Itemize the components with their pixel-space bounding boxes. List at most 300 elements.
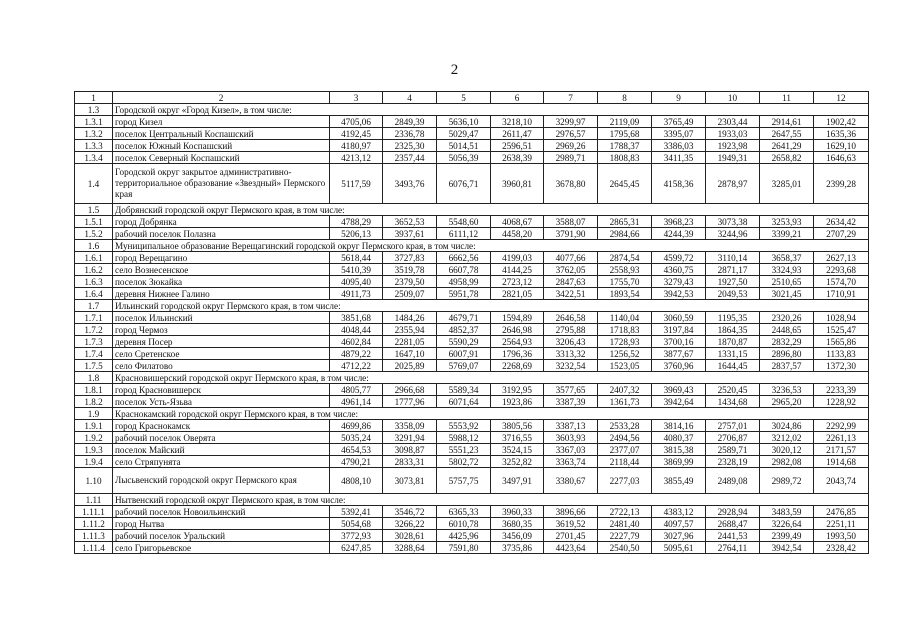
value-cell: 2627,13 (814, 252, 869, 264)
value-cell: 2989,71 (544, 152, 598, 164)
value-cell: 1864,35 (706, 324, 760, 336)
value-cell: 5117,59 (330, 164, 383, 204)
locality-name-cell: поселок Зюкайка (113, 276, 330, 288)
header-cell: 12 (814, 92, 869, 104)
value-cell: 3765,49 (652, 116, 706, 128)
value-cell: 2982,08 (760, 456, 814, 468)
header-cell: 10 (706, 92, 760, 104)
value-cell: 2658,82 (760, 152, 814, 164)
table-row (75, 116, 869, 128)
locality-name-cell: село Сретенское (113, 348, 330, 360)
value-cell: 3279,43 (652, 276, 706, 288)
value-cell: 4712,22 (330, 360, 383, 372)
locality-name-cell: село Григорьевское (113, 542, 330, 554)
value-cell: 2847,63 (544, 276, 598, 288)
header-cell: 6 (491, 92, 544, 104)
row-number-cell: 1.7.5 (75, 360, 113, 372)
value-cell: 4879,22 (330, 348, 383, 360)
value-cell: 2049,53 (706, 288, 760, 300)
value-cell: 3942,64 (652, 396, 706, 408)
value-cell: 3387,13 (544, 420, 598, 432)
value-cell: 1228,92 (814, 396, 869, 408)
value-cell: 4068,67 (491, 216, 544, 228)
value-cell: 4144,25 (491, 264, 544, 276)
table-row (75, 530, 869, 542)
value-cell: 2641,29 (760, 140, 814, 152)
row-number-cell: 1.11.4 (75, 542, 113, 554)
value-cell: 6071,64 (437, 396, 491, 408)
table-row (75, 164, 869, 204)
value-cell: 6010,78 (437, 518, 491, 530)
value-cell: 2025,89 (383, 360, 437, 372)
value-cell: 4788,29 (330, 216, 383, 228)
value-cell: 3313,32 (544, 348, 598, 360)
value-cell: 2325,30 (383, 140, 437, 152)
value-cell: 4048,44 (330, 324, 383, 336)
row-number-cell: 1.7.1 (75, 312, 113, 324)
section-row (75, 300, 869, 312)
table-row (75, 542, 869, 554)
value-cell: 3855,49 (652, 468, 706, 494)
value-cell: 2328,42 (814, 542, 869, 554)
value-cell: 2596,51 (491, 140, 544, 152)
value-cell: 3363,74 (544, 456, 598, 468)
value-cell: 2336,78 (383, 128, 437, 140)
table-row (75, 456, 869, 468)
value-cell: 3969,43 (652, 384, 706, 396)
value-cell: 3716,55 (491, 432, 544, 444)
header-cell: 11 (760, 92, 814, 104)
value-cell: 4095,40 (330, 276, 383, 288)
value-cell: 4852,37 (437, 324, 491, 336)
table-row (75, 276, 869, 288)
value-cell: 1755,70 (598, 276, 652, 288)
value-cell: 3218,10 (491, 116, 544, 128)
value-cell: 2357,44 (383, 152, 437, 164)
value-cell: 2292,99 (814, 420, 869, 432)
value-cell: 2564,93 (491, 336, 544, 348)
locality-name-cell: поселок Майский (113, 444, 330, 456)
locality-name-cell: поселок Южный Коспашский (113, 140, 330, 152)
value-cell: 2251,11 (814, 518, 869, 530)
value-cell: 6662,56 (437, 252, 491, 264)
value-cell: 2701,45 (544, 530, 598, 542)
header-cell: 4 (383, 92, 437, 104)
value-cell: 4599,72 (652, 252, 706, 264)
value-cell: 3896,66 (544, 506, 598, 518)
value-cell: 4244,39 (652, 228, 706, 240)
value-cell: 7591,80 (437, 542, 491, 554)
value-cell: 5551,23 (437, 444, 491, 456)
locality-name-cell: рабочий поселок Оверята (113, 432, 330, 444)
value-cell: 1728,93 (598, 336, 652, 348)
value-cell: 3206,43 (544, 336, 598, 348)
value-cell: 2441,53 (706, 530, 760, 542)
value-cell: 3367,03 (544, 444, 598, 456)
value-cell: 3291,94 (383, 432, 437, 444)
value-cell: 4360,75 (652, 264, 706, 276)
value-cell: 3232,54 (544, 360, 598, 372)
locality-name-cell: деревня Нижнее Галино (113, 288, 330, 300)
locality-name-cell: рабочий поселок Новоильинский (113, 506, 330, 518)
locality-name-cell: рабочий поселок Уральский (113, 530, 330, 542)
table-row (75, 420, 869, 432)
value-cell: 1923,98 (706, 140, 760, 152)
value-cell: 3395,07 (652, 128, 706, 140)
value-cell: 4654,53 (330, 444, 383, 456)
value-cell: 2303,44 (706, 116, 760, 128)
value-cell: 2821,05 (491, 288, 544, 300)
table-row (75, 506, 869, 518)
locality-name-cell: село Стряпунята (113, 456, 330, 468)
value-cell: 3814,16 (652, 420, 706, 432)
value-cell: 4458,20 (491, 228, 544, 240)
row-number-cell: 1.5.2 (75, 228, 113, 240)
value-cell: 3299,97 (544, 116, 598, 128)
value-cell: 4213,12 (330, 152, 383, 164)
value-cell: 4383,12 (652, 506, 706, 518)
value-cell: 5056,39 (437, 152, 491, 164)
value-cell: 2646,58 (544, 312, 598, 324)
value-cell: 1870,87 (706, 336, 760, 348)
value-cell: 2764,11 (706, 542, 760, 554)
value-cell: 1808,83 (598, 152, 652, 164)
value-cell: 1644,45 (706, 360, 760, 372)
value-cell: 5548,60 (437, 216, 491, 228)
value-cell: 3727,83 (383, 252, 437, 264)
value-cell: 1710,91 (814, 288, 869, 300)
value-cell: 3386,03 (652, 140, 706, 152)
value-cell: 2896,80 (760, 348, 814, 360)
value-cell: 3762,05 (544, 264, 598, 276)
value-cell: 2928,94 (706, 506, 760, 518)
value-cell: 1028,94 (814, 312, 869, 324)
value-cell: 3851,68 (330, 312, 383, 324)
value-cell: 4199,03 (491, 252, 544, 264)
row-number-cell: 1.11.1 (75, 506, 113, 518)
value-cell: 2871,17 (706, 264, 760, 276)
value-cell: 4961,14 (330, 396, 383, 408)
value-cell: 4808,10 (330, 468, 383, 494)
locality-name-cell: поселок Северный Коспашский (113, 152, 330, 164)
value-cell: 2647,55 (760, 128, 814, 140)
row-number-cell: 1.3.2 (75, 128, 113, 140)
value-cell: 4679,71 (437, 312, 491, 324)
value-cell: 2448,65 (760, 324, 814, 336)
value-cell: 2914,61 (760, 116, 814, 128)
table-row (75, 228, 869, 240)
locality-name-cell: деревня Посер (113, 336, 330, 348)
value-cell: 3588,07 (544, 216, 598, 228)
value-cell: 5410,39 (330, 264, 383, 276)
value-cell: 5769,07 (437, 360, 491, 372)
section-title-cell: Краснокамский городской округ Пермского края, в том числе: (113, 408, 869, 420)
value-cell: 5802,72 (437, 456, 491, 468)
value-cell: 1361,73 (598, 396, 652, 408)
value-cell: 2976,57 (544, 128, 598, 140)
section-row (75, 204, 869, 216)
locality-name-cell: город Верещагино (113, 252, 330, 264)
value-cell: 4180,97 (330, 140, 383, 152)
value-cell: 3021,45 (760, 288, 814, 300)
table-row (75, 360, 869, 372)
value-cell: 2293,68 (814, 264, 869, 276)
value-cell: 3324,93 (760, 264, 814, 276)
value-cell: 5757,75 (437, 468, 491, 494)
value-cell: 1523,05 (598, 360, 652, 372)
locality-name-cell: город Краснокамск (113, 420, 330, 432)
value-cell: 2377,07 (598, 444, 652, 456)
row-number-cell: 1.9.3 (75, 444, 113, 456)
value-cell: 5206,13 (330, 228, 383, 240)
value-cell: 3244,96 (706, 228, 760, 240)
value-cell: 1927,50 (706, 276, 760, 288)
value-cell: 2494,56 (598, 432, 652, 444)
value-cell: 2277,03 (598, 468, 652, 494)
row-number-cell: 1.9 (75, 408, 113, 420)
value-cell: 4192,45 (330, 128, 383, 140)
value-cell: 2171,57 (814, 444, 869, 456)
header-cell: 8 (598, 92, 652, 104)
row-number-cell: 1.5 (75, 204, 113, 216)
value-cell: 4080,37 (652, 432, 706, 444)
value-cell: 6076,71 (437, 164, 491, 204)
value-cell: 4158,36 (652, 164, 706, 204)
value-cell: 4705,06 (330, 116, 383, 128)
locality-name-cell: город Добрянка (113, 216, 330, 228)
value-cell: 2706,87 (706, 432, 760, 444)
value-cell: 5618,44 (330, 252, 383, 264)
value-cell: 2520,45 (706, 384, 760, 396)
value-cell: 2723,12 (491, 276, 544, 288)
row-number-cell: 1.6.4 (75, 288, 113, 300)
value-cell: 2965,20 (760, 396, 814, 408)
section-row (75, 240, 869, 252)
value-cell: 3877,67 (652, 348, 706, 360)
section-title-cell: Городской округ «Город Кизел», в том числе: (113, 104, 869, 116)
value-cell: 3456,09 (491, 530, 544, 542)
value-cell: 1140,04 (598, 312, 652, 324)
value-cell: 4077,66 (544, 252, 598, 264)
value-cell: 1796,36 (491, 348, 544, 360)
value-cell: 3942,54 (760, 542, 814, 554)
value-cell: 2281,05 (383, 336, 437, 348)
value-cell: 2646,98 (491, 324, 544, 336)
value-cell: 5988,12 (437, 432, 491, 444)
header-cell: 7 (544, 92, 598, 104)
locality-name-cell: поселок Центральный Коспашский (113, 128, 330, 140)
value-cell: 3380,67 (544, 468, 598, 494)
value-cell: 3358,09 (383, 420, 437, 432)
value-cell: 1788,37 (598, 140, 652, 152)
table-row (75, 336, 869, 348)
value-cell: 2589,71 (706, 444, 760, 456)
value-cell: 1933,03 (706, 128, 760, 140)
row-number-cell: 1.7.2 (75, 324, 113, 336)
value-cell: 3024,86 (760, 420, 814, 432)
value-cell: 1646,63 (814, 152, 869, 164)
header-cell: 3 (330, 92, 383, 104)
value-cell: 3073,38 (706, 216, 760, 228)
value-cell: 2837,57 (760, 360, 814, 372)
section-row (75, 408, 869, 420)
table-row (75, 288, 869, 300)
row-number-cell: 1.6.2 (75, 264, 113, 276)
value-cell: 2989,72 (760, 468, 814, 494)
value-cell: 3658,37 (760, 252, 814, 264)
section-title-cell: Добрянский городской округ Пермского края, в том числе: (113, 204, 869, 216)
value-cell: 3252,82 (491, 456, 544, 468)
value-cell: 3098,87 (383, 444, 437, 456)
value-cell: 3652,53 (383, 216, 437, 228)
value-cell: 2043,74 (814, 468, 869, 494)
value-cell: 1949,31 (706, 152, 760, 164)
value-cell: 6607,78 (437, 264, 491, 276)
table-row (75, 518, 869, 530)
value-cell: 1647,10 (383, 348, 437, 360)
row-number-cell: 1.4 (75, 164, 113, 204)
value-cell: 3028,61 (383, 530, 437, 542)
value-cell: 3285,01 (760, 164, 814, 204)
value-cell: 2707,29 (814, 228, 869, 240)
value-cell: 3020,12 (760, 444, 814, 456)
value-cell: 3524,15 (491, 444, 544, 456)
value-cell: 3493,76 (383, 164, 437, 204)
header-cell: 2 (113, 92, 330, 104)
value-cell: 2476,85 (814, 506, 869, 518)
value-cell: 3968,23 (652, 216, 706, 228)
value-cell: 3399,21 (760, 228, 814, 240)
value-cell: 2533,28 (598, 420, 652, 432)
value-cell: 4602,84 (330, 336, 383, 348)
value-cell: 2233,39 (814, 384, 869, 396)
value-cell: 3387,39 (544, 396, 598, 408)
value-cell: 2489,08 (706, 468, 760, 494)
row-number-cell: 1.6 (75, 240, 113, 252)
value-cell: 2645,45 (598, 164, 652, 204)
value-cell: 3937,61 (383, 228, 437, 240)
value-cell: 2795,88 (544, 324, 598, 336)
value-cell: 1484,26 (383, 312, 437, 324)
value-cell: 1331,15 (706, 348, 760, 360)
table-row (75, 140, 869, 152)
value-cell: 5553,92 (437, 420, 491, 432)
locality-name-cell: город Чермоз (113, 324, 330, 336)
value-cell: 2634,42 (814, 216, 869, 228)
value-cell: 3497,91 (491, 468, 544, 494)
value-cell: 2757,01 (706, 420, 760, 432)
table-row (75, 264, 869, 276)
value-cell: 1434,68 (706, 396, 760, 408)
value-cell: 4699,86 (330, 420, 383, 432)
value-cell: 2984,66 (598, 228, 652, 240)
value-cell: 3960,81 (491, 164, 544, 204)
table-row (75, 152, 869, 164)
value-cell: 1902,42 (814, 116, 869, 128)
value-cell: 6247,85 (330, 542, 383, 554)
table-row (75, 324, 869, 336)
table-row (75, 216, 869, 228)
value-cell: 3805,56 (491, 420, 544, 432)
value-cell: 1777,96 (383, 396, 437, 408)
table-row (75, 348, 869, 360)
table-row (75, 396, 869, 408)
value-cell: 5014,51 (437, 140, 491, 152)
value-cell: 4790,21 (330, 456, 383, 468)
value-cell: 3546,72 (383, 506, 437, 518)
value-cell: 3869,99 (652, 456, 706, 468)
row-number-cell: 1.9.1 (75, 420, 113, 432)
value-cell: 3678,80 (544, 164, 598, 204)
value-cell: 2688,47 (706, 518, 760, 530)
value-cell: 4097,57 (652, 518, 706, 530)
value-cell: 3772,93 (330, 530, 383, 542)
value-cell: 3577,65 (544, 384, 598, 396)
header-row (75, 92, 869, 104)
value-cell: 2379,50 (383, 276, 437, 288)
value-cell: 2118,44 (598, 456, 652, 468)
locality-name-cell: село Вознесенское (113, 264, 330, 276)
row-number-cell: 1.9.2 (75, 432, 113, 444)
value-cell: 5095,61 (652, 542, 706, 554)
value-cell: 3735,86 (491, 542, 544, 554)
page-number: 2 (450, 62, 459, 78)
locality-name-cell: Лысьвенский городской округ Пермского края (113, 468, 330, 494)
row-number-cell: 1.11 (75, 494, 113, 506)
value-cell: 2355,94 (383, 324, 437, 336)
value-cell: 1914,68 (814, 456, 869, 468)
locality-name-cell: город Кизел (113, 116, 330, 128)
value-cell: 5951,78 (437, 288, 491, 300)
section-title-cell: Ильинский городской округ Пермского края, в том числе: (113, 300, 869, 312)
value-cell: 1629,10 (814, 140, 869, 152)
value-cell: 3110,14 (706, 252, 760, 264)
value-cell: 3197,84 (652, 324, 706, 336)
value-cell: 2399,28 (814, 164, 869, 204)
value-cell: 2878,97 (706, 164, 760, 204)
value-cell: 1594,89 (491, 312, 544, 324)
locality-name-cell: город Красновишерск (113, 384, 330, 396)
value-cell: 2874,54 (598, 252, 652, 264)
locality-name-cell: поселок Ильинский (113, 312, 330, 324)
table-row (75, 468, 869, 494)
value-cell: 2320,26 (760, 312, 814, 324)
value-cell: 2261,13 (814, 432, 869, 444)
value-cell: 3960,33 (491, 506, 544, 518)
value-cell: 3236,53 (760, 384, 814, 396)
value-cell: 5590,29 (437, 336, 491, 348)
value-cell: 3700,16 (652, 336, 706, 348)
value-cell: 3603,93 (544, 432, 598, 444)
row-number-cell: 1.7.4 (75, 348, 113, 360)
value-cell: 5636,10 (437, 116, 491, 128)
section-row (75, 372, 869, 384)
table-row (75, 432, 869, 444)
value-cell: 6007,91 (437, 348, 491, 360)
value-cell: 3192,95 (491, 384, 544, 396)
table-row (75, 312, 869, 324)
value-cell: 1195,35 (706, 312, 760, 324)
value-cell: 1372,30 (814, 360, 869, 372)
locality-name-cell: рабочий поселок Полазна (113, 228, 330, 240)
header-cell: 9 (652, 92, 706, 104)
header-cell: 5 (437, 92, 491, 104)
value-cell: 3212,02 (760, 432, 814, 444)
value-cell: 2509,07 (383, 288, 437, 300)
value-cell: 2722,13 (598, 506, 652, 518)
value-cell: 2540,50 (598, 542, 652, 554)
section-title-cell: Красновишерский городской округ Пермского края, в том числе: (113, 372, 869, 384)
